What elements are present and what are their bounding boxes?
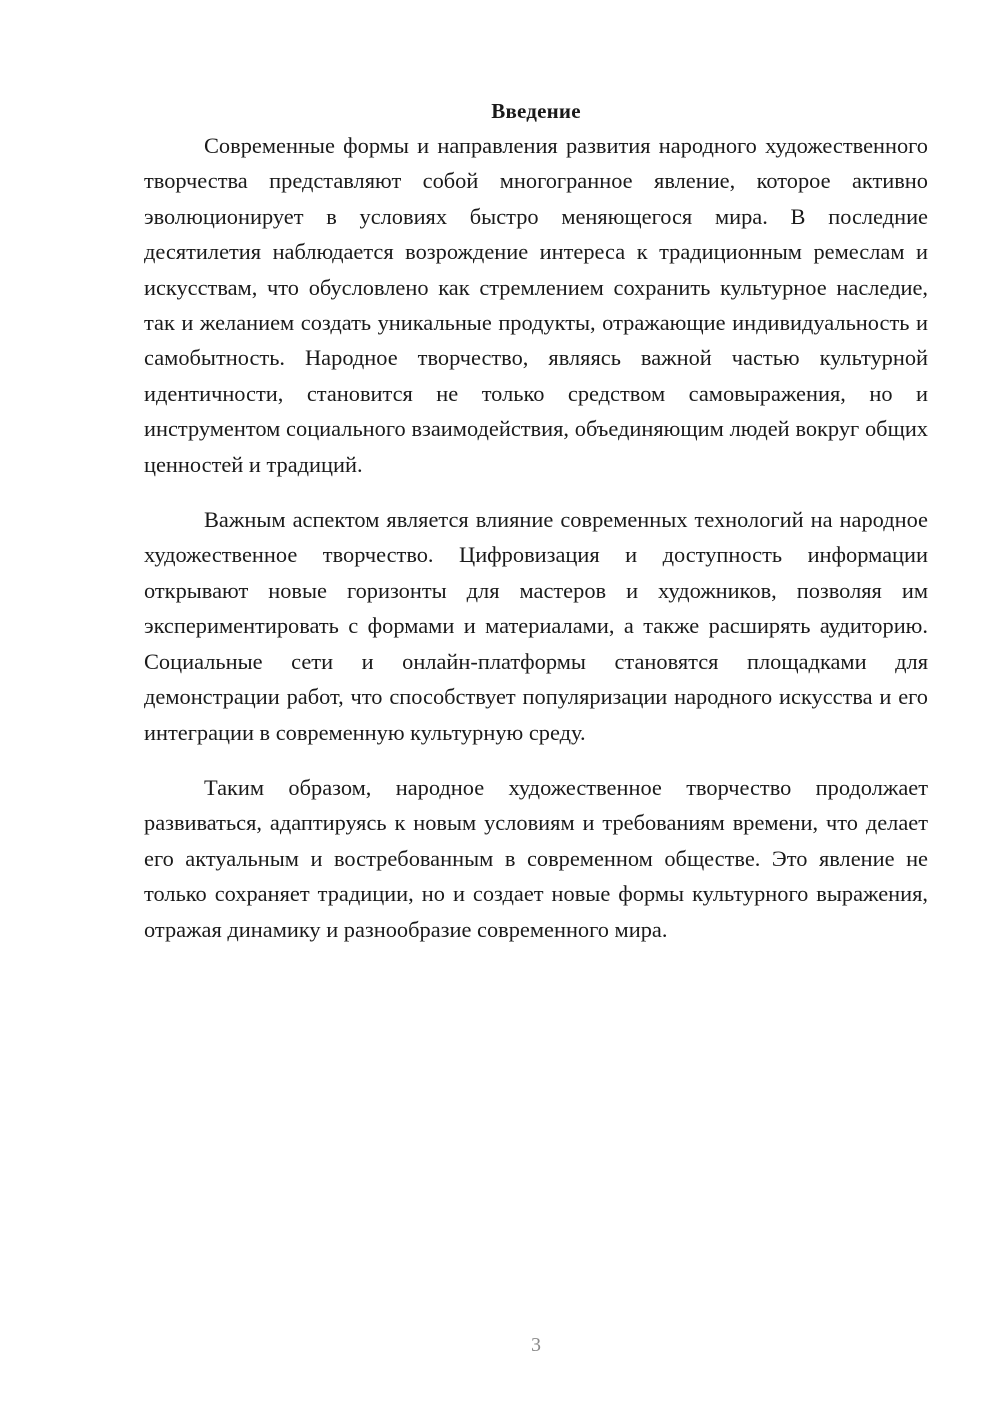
paragraph-3: Таким образом, народное художественное творчество продолжает развиваться, адаптируясь к новым условиям и требованиям времени, что делает его актуальным и востребованным в современном обществе. Это явление не только сохраняет традиции, но и создает новые формы культурного выражения, отражая динамику и разнообразие современного мира.: [144, 774, 928, 942]
page-number: 3: [531, 1334, 541, 1356]
section-heading: Введение: [491, 99, 581, 123]
document-page: [144, 96, 928, 947]
paragraph-1: Современные формы и направления развития народного художественного творчества представляют собой многогранное явление, которое активно эволюционирует в условиях быстро меняющегося мира. В последние десятилетия наблюдается возрождение интереса к традиционным ремеслам и искусствам, что обусловлено как стремлением сохранить культурное наследие, так и желанием создать уникальные продукты, отражающие индивидуальность и самобытность. Народное творчество, являясь важной частью культурной идентичности, становится не только средством самовыражения, но и инструментом социального взаимодействия, объединяющим людей вокруг общих ценностей и традиций.: [144, 133, 928, 477]
paragraph-2: Важным аспектом является влияние современных технологий на народное художественное творчество. Цифровизация и доступность информации открывают новые горизонты для мастеров и художников, позволяя им экспериментировать с формами и материалами, а также расширять аудиторию. Социальные сети и онлайн-платформы становятся площадками для демонстрации работ, что способствует популяризации народного искусства и его интеграции в современную культурную среду.: [144, 507, 928, 745]
